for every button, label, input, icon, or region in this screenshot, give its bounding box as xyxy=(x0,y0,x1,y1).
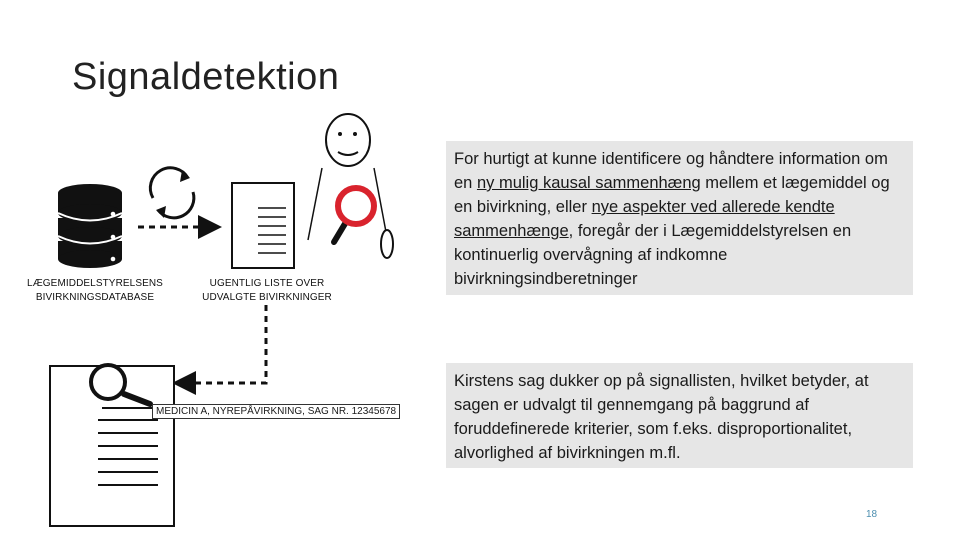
box-text: Kirstens sag dukker op på signallisten, hvilket betyder, at sagen er udvalgt til gennemgang på baggrund af foruddefinerede kriterier, som f.eks. disproportionalitet, alvorlighed af bivirkningen m.fl. xyxy=(454,372,869,462)
arrow-icon xyxy=(178,305,266,383)
list-caption-line: UGENTLIG LISTE OVER xyxy=(209,278,325,289)
list-caption xyxy=(192,277,342,305)
magnifier-icon xyxy=(334,188,374,242)
database-icon xyxy=(58,184,122,268)
info-box-monitoring xyxy=(446,141,913,295)
box-text: For hurtigt at kunne identificere og håndtere information om en xyxy=(454,150,888,192)
box-text: mellem et lægemiddel og en bivirkning, eller xyxy=(454,174,890,216)
document-icon xyxy=(50,366,174,526)
database-caption-line: LÆGEMIDDELSTYRELSENS xyxy=(27,278,163,289)
box-underlined-text: ny mulig kausal sammenhæng xyxy=(476,174,701,192)
info-box-signal-list xyxy=(446,363,913,468)
database-caption-line: BIVIRKNINGSDATABASE xyxy=(35,292,155,303)
box-text: , foregår der i Lægemiddelstyrelsen en kontinuerlig overvågning af indkomne bivirkningsindberetninger xyxy=(454,222,852,288)
document-icon xyxy=(232,183,294,268)
box-underlined-text: nye aspekter ved allerede kendte sammenhænge xyxy=(454,198,835,240)
list-caption-line: UDVALGTE BIVIRKNINGER xyxy=(202,292,332,303)
slide-title: Signaldetektion xyxy=(72,56,340,98)
refresh-cycle-icon xyxy=(150,168,194,218)
page-number: 18 xyxy=(866,509,878,520)
database-caption xyxy=(20,277,170,305)
case-label: MEDICIN A, NYREPÅVIRKNING, SAG NR. 12345678 xyxy=(152,404,400,419)
